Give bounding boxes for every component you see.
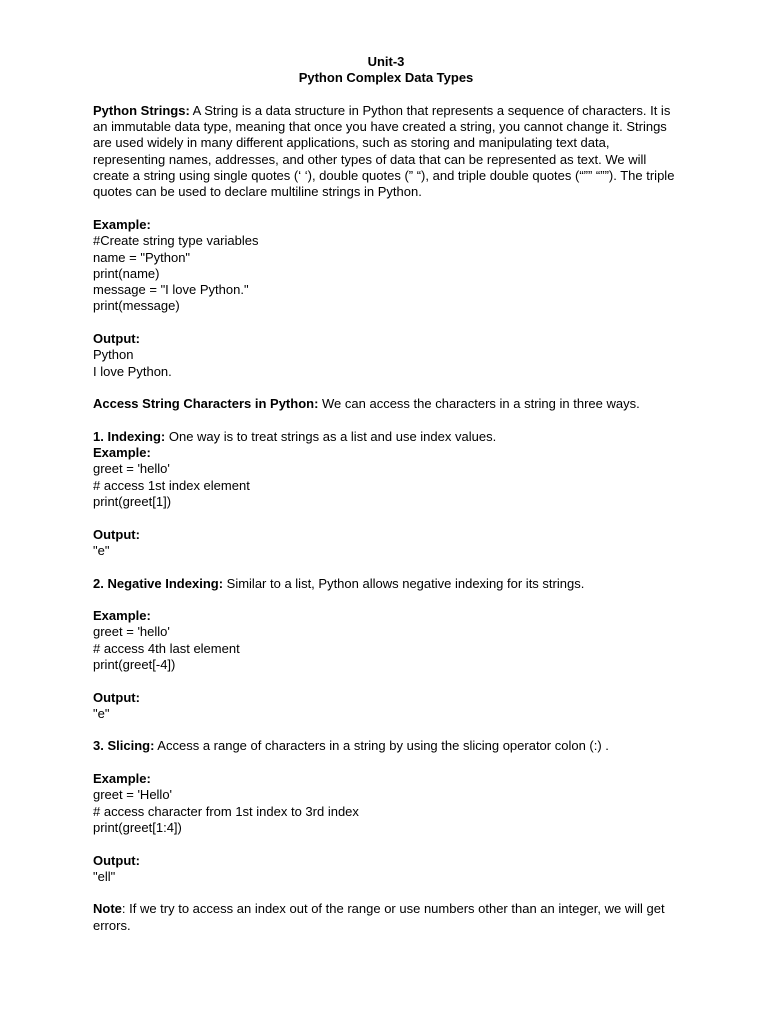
- note-paragraph: [93, 901, 683, 934]
- code-line: name = "Python": [93, 249, 191, 265]
- code-line: print(greet[1]): [93, 494, 172, 510]
- access-label: Access String Characters in Python:: [93, 396, 319, 412]
- output-line: "e": [93, 705, 110, 721]
- example1-label: Example:: [93, 216, 151, 232]
- intro-text: A String is a data structure in Python that represents a sequence of characters. It is an immutable data type, meaning that once you have created a string, you cannot change it. Strings are used widely in many different applications, such as storing and manipulating text data, representing names, addresses, and other types of data that can be represented as text. We will create a string using single quotes (‘ ‘), double quotes (” “), and triple double quotes (“”” “””). The triple quotes can be used to declare multiline strings in Python.: [93, 102, 675, 200]
- example1-output-label: Output:: [93, 331, 140, 347]
- code-line: greet = 'Hello': [93, 787, 173, 803]
- indexing-text: One way is to treat strings as a list and use index values.: [165, 428, 497, 444]
- code-line: greet = 'hello': [93, 624, 170, 640]
- indexing-paragraph: [93, 429, 683, 445]
- negative-paragraph: [93, 576, 683, 592]
- access-text: We can access the characters in a string in three ways.: [318, 396, 640, 412]
- access-paragraph: [93, 396, 683, 412]
- slicing-paragraph: [93, 738, 683, 754]
- note-label: Note: [93, 901, 122, 917]
- intro-label: Python Strings:: [93, 102, 190, 118]
- indexing-label: 1. Indexing:: [93, 428, 166, 444]
- document-body: [93, 54, 683, 934]
- output-line: "e": [93, 542, 110, 558]
- negative-example-label: Example:: [93, 608, 151, 624]
- negative-text: Similar to a list, Python allows negative indexing for its strings.: [223, 575, 585, 591]
- page-title: Python Complex Data Types: [298, 70, 474, 86]
- output-line: "ell": [93, 868, 116, 884]
- code-line: print(greet[1:4]): [93, 819, 182, 835]
- code-line: greet = 'hello': [93, 461, 170, 477]
- code-line: message = "I love Python.": [93, 282, 249, 298]
- slicing-text: Access a range of characters in a string by using the slicing operator colon (:) .: [154, 738, 609, 754]
- code-line: print(greet[-4]): [93, 656, 176, 672]
- code-line: #Create string type variables: [93, 233, 259, 249]
- code-line: print(message): [93, 298, 180, 314]
- slicing-output-label: Output:: [93, 852, 140, 868]
- intro-paragraph: [93, 103, 683, 201]
- code-line: # access 4th last element: [93, 640, 240, 656]
- unit-heading: Unit-3: [367, 54, 405, 69]
- slicing-example-label: Example:: [93, 771, 151, 787]
- slicing-label: 3. Slicing:: [93, 738, 155, 754]
- negative-label: 2. Negative Indexing:: [93, 575, 224, 591]
- code-line: # access 1st index element: [93, 477, 250, 493]
- code-line: print(name): [93, 265, 160, 281]
- code-line: # access character from 1st index to 3rd index: [93, 803, 359, 819]
- output-line: Python: [93, 347, 134, 363]
- negative-output-label: Output:: [93, 689, 140, 705]
- output-line: I love Python.: [93, 363, 172, 379]
- indexing-example-label: Example:: [93, 445, 151, 461]
- note-text: : If we try to access an index out of the range or use numbers other than an integer, we will get errors.: [93, 901, 665, 933]
- indexing-output-label: Output:: [93, 526, 140, 542]
